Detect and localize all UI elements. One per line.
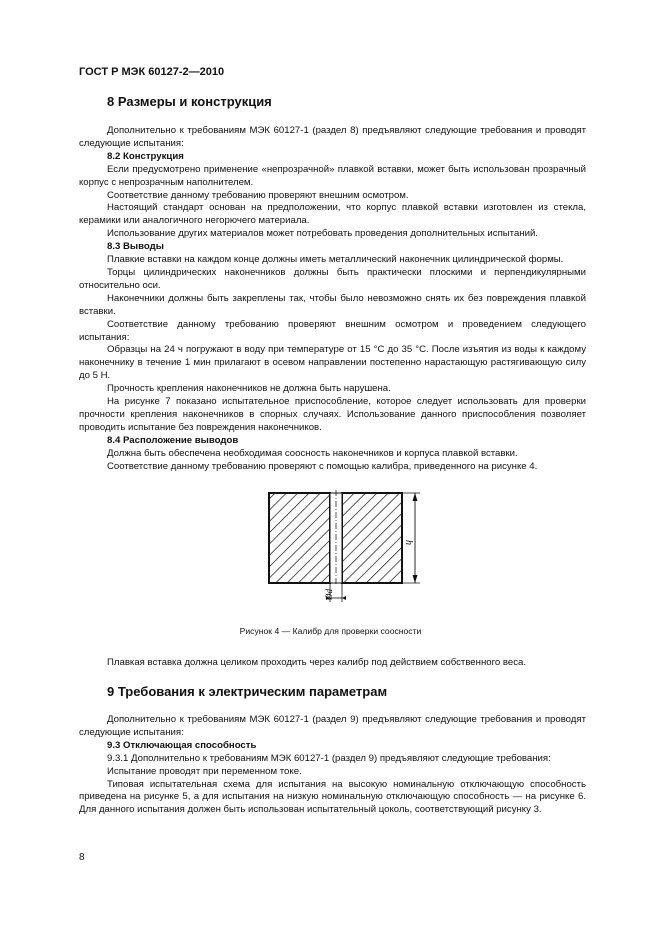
subsection-8-2-heading: 8.2 Конструкция <box>107 150 184 162</box>
paragraph: Торцы цилиндрических наконечников должны быть практически плоскими и перпендикулярными относительно оси. <box>79 266 586 291</box>
paragraph: Использование других материалов может потребовать проведения дополнительных испытаний. <box>107 228 538 240</box>
gauge-right-block <box>342 493 402 583</box>
paragraph: Плавкая вставка должна целиком проходить через калибр под действием собственного веса. <box>107 657 526 668</box>
document-code-header: ГОСТ Р МЭК 60127-2—2010 <box>79 66 225 78</box>
gauge-left-block <box>269 493 330 583</box>
section-8-body <box>79 125 586 473</box>
section-9-intro: Дополнительно к требованиям МЭК 60127-1 (раздел 9) предъявляют следующие требования и проводят следующие испытания: <box>79 714 586 738</box>
figure-caption: Рисунок 4 — Калибр для проверки соосности <box>239 626 422 636</box>
dimension-h-label: h <box>403 540 414 545</box>
subsection-9-3-heading: 9.3 Отключающая способность <box>107 739 257 751</box>
paragraph: 9.3.1 Дополнительно к требованиям МЭК 60127-1 (раздел 9) предъявляют следующие требования: <box>107 752 551 764</box>
paragraph: Плавкие вставки на каждом конце должны иметь металлический наконечник цилиндрической формы. <box>107 254 564 266</box>
section-9-heading: 9 Требования к электрическим параметрам <box>107 684 388 699</box>
paragraph: Наконечники должны быть закреплены так, чтобы было невозможно снять их без повреждения плавкой вставки. <box>79 292 586 317</box>
paragraph: На рисунке 7 показано испытательное приспособление, которое следует использовать для проверки прочности крепления наконечников в спорных случаях. Использование данного приспособления позволяет проводить испытание без повреждения наконечников. <box>79 396 586 433</box>
dimension-d-label: Ød <box>324 589 334 600</box>
paragraph: Соответствие данному требованию проверяют с помощью калибра, приведенного на рисунке 4. <box>107 460 538 472</box>
paragraph: Прочность крепления наконечников не должна быть нарушена. <box>107 383 391 395</box>
paragraph: Если предусмотрено применение «непрозрачной» плавкой вставки, может быть использован прозрачный корпус с непрозрачным наполнителем. <box>79 163 586 188</box>
after-figure-text <box>79 657 586 670</box>
subsection-8-3-heading: 8.3 Выводы <box>107 241 164 253</box>
paragraph: Образцы на 24 ч погружают в воду при температуре от 15 °С до 35 °С. После изъятия из воды к каждому наконечнику в течение 1 мин прилагают в осевом направлении постепенно нарастающую растягивающую силу до 5 Н. <box>79 344 586 382</box>
paragraph: Должна быть обеспечена необходимая соосность наконечников и корпуса плавкой вставки. <box>107 447 518 459</box>
paragraph: Настоящий стандарт основан на предположении, что корпус плавкой вставки изготовлен из стекла, керамики или аналогичного негорючего материала. <box>79 202 586 227</box>
paragraph: Соответствие данному требованию проверяют внешним осмотром. <box>107 189 409 201</box>
page-number: 8 <box>79 852 85 863</box>
paragraph: Соответствие данному требованию проверяют внешним осмотром и проведением следующего испытания: <box>79 318 586 343</box>
section-8-heading: 8 Размеры и конструкция <box>107 94 272 109</box>
gauge-figure <box>255 490 425 615</box>
section-9-body <box>79 714 586 817</box>
paragraph: Испытание проводят при переменном токе. <box>107 765 302 777</box>
section-8-intro: Дополнительно к требованиям МЭК 60127-1 (раздел 8) предъявляют следующие требования и проводят следующие испытания: <box>79 125 586 149</box>
subsection-8-4-heading: 8.4 Расположение выводов <box>107 434 239 446</box>
paragraph: Типовая испытательная схема для испытания на высокую номинальную отключающую способность приведена на рисунке 5, а для испытания на низкую номинальную отключающую способность — на рисунке 6. Для данного испытания должен быть использован испытательный цоколь, соответствующий рисунку 3. <box>79 778 586 816</box>
